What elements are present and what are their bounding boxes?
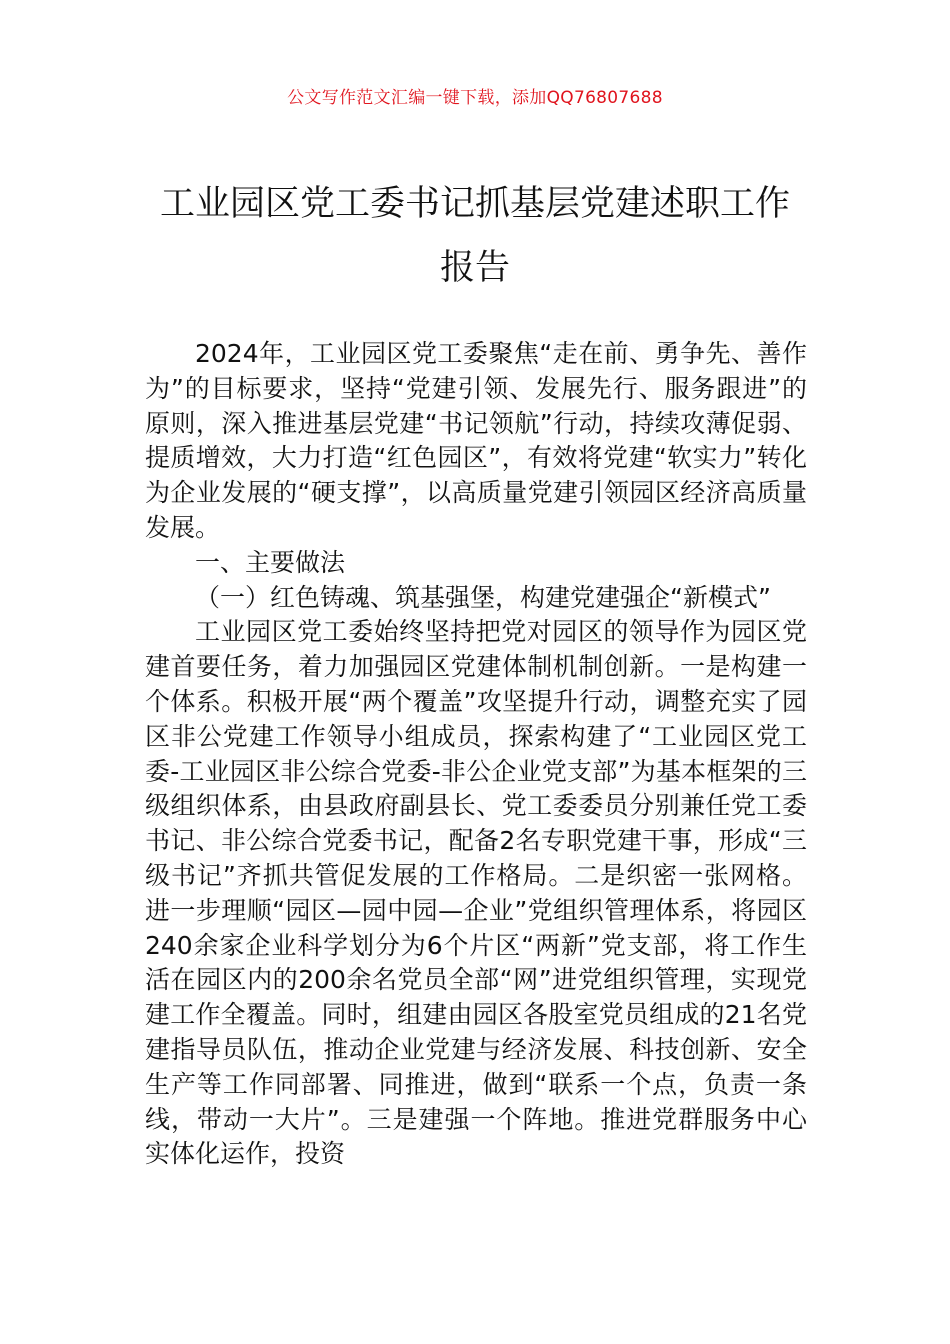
subsection-heading: （一）红色铸魂、筑基强堡，构建党建强企“新模式” [195, 582, 771, 612]
body-paragraph: 工业园区党工委始终坚持把党对园区的领导作为园区党建首要任务，着力加强园区党建体制机制创新。一是构建一个体系。积极开展“两个覆盖”攻坚提升行动，调整充实了园区非公党建工作领导小组成员，探索构建了“工业园区党工委-工业园区非公综合党委-非公企业党支部”为基本框架的三级组织体系，由县政府副县长、党工委委员分别兼任党工委书记、非公综合党委书记，配备2名专职党建干事，形成“三级书记”齐抓共管促发展的工作格局。二是织密一张网格。进一步理顺“园区—园中园—企业”党组织管理体系，将园区240余家企业科学划分为6个片区“两新”党支部，将工作生活在园区内的200余名党员全部“网”进党组织管理，实现党建工作全覆盖。同时，组建由园区各股室党员组成的21名党建指导员队伍，推动企业党建与经济发展、科技创新、安全生产等工作同部署、同推进，做到“联系一个点，负责一条线，带动一大片”。三是建强一个阵地。推进党群服务中心实体化运作，投资 [145, 617, 807, 1169]
download-banner: 公文写作范文汇编一键下载，添加QQ76807688 [287, 88, 663, 108]
document-title: 工业园区党工委书记抓基层党建述职工作报告 [159, 184, 790, 288]
section-heading: 一、主要做法 [195, 547, 346, 577]
intro-paragraph: 2024年，工业园区党工委聚焦“走在前、勇争先、善作为”的目标要求，坚持“党建引领、发展先行、服务跟进”的原则，深入推进基层党建“书记领航”行动，持续攻薄促弱、提质增效，大力打造“红色园区”，有效将党建“软实力”转化为企业发展的“硬支撑”，以高质量党建引领园区经济高质量发展。 [145, 339, 807, 542]
document-body [145, 337, 807, 1172]
